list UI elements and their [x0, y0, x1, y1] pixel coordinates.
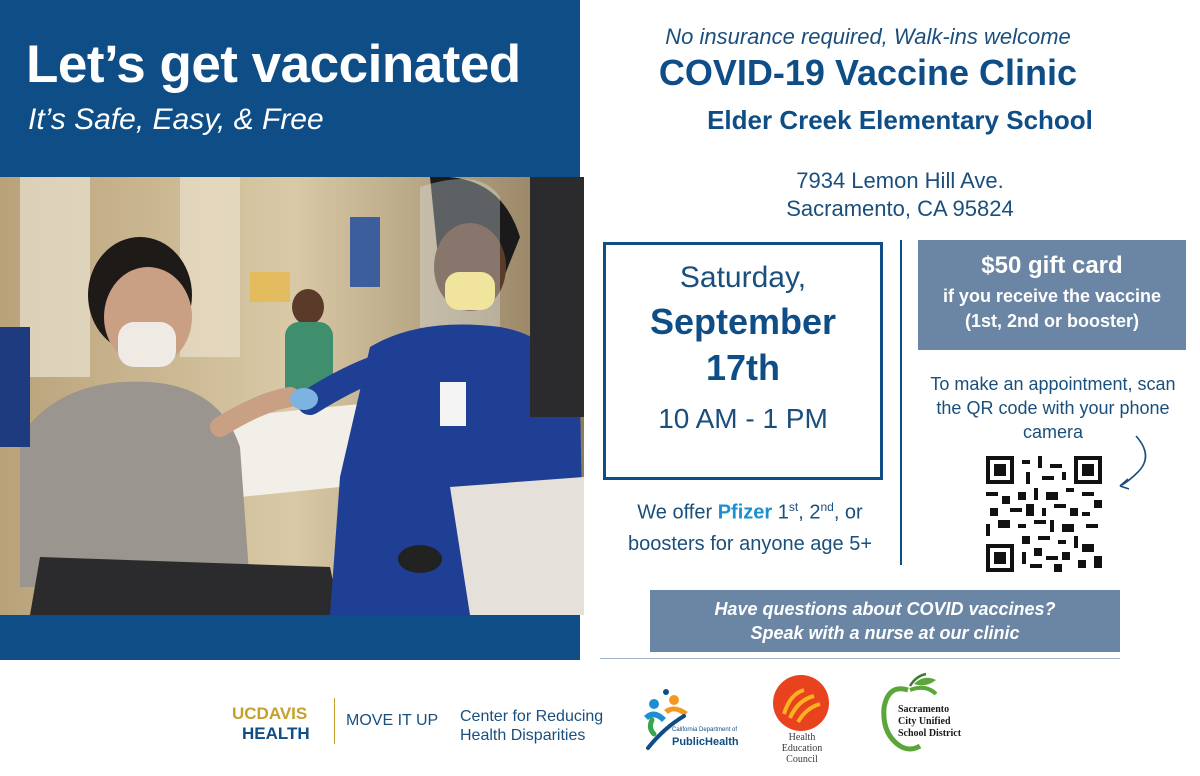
- event-month: September: [649, 301, 837, 342]
- hec-leaf-icon: [772, 674, 830, 732]
- event-day: Saturday,: [679, 261, 807, 294]
- hec-wordmark: [760, 732, 844, 765]
- hero-headline: Let’s get vaccinated: [26, 35, 521, 94]
- offer-second: , 2: [798, 501, 821, 524]
- footer-rule: [600, 658, 1120, 659]
- scusd-line-1: Sacramento: [898, 704, 950, 715]
- scusd-line-2: City Unified: [898, 716, 951, 727]
- hec-line-1: Health: [788, 732, 816, 743]
- school-name: Elder Creek Elementary School: [707, 105, 1093, 135]
- hec-line-3: Council: [786, 754, 818, 765]
- qr-code-icon[interactable]: [986, 456, 1102, 572]
- footer-separator: [334, 698, 335, 744]
- scusd-line-3: School District: [898, 728, 962, 739]
- event-time: 10 AM - 1 PM: [658, 403, 828, 434]
- questions-line-1: Have questions about COVID vaccines?: [714, 599, 1056, 619]
- vertical-divider: [900, 240, 902, 565]
- clinic-title: COVID-19 Vaccine Clinic: [658, 52, 1078, 93]
- curved-arrow-icon: [1108, 432, 1158, 492]
- cdph-name: PublicHealth: [672, 736, 739, 748]
- center-line-1: Center for Reducing: [460, 708, 604, 725]
- offer-first-sup: st: [788, 500, 799, 514]
- gift-card-box: [918, 240, 1186, 350]
- vaccine-offer: [615, 492, 885, 560]
- gift-card-line-1: if you receive the vaccine: [942, 286, 1162, 306]
- date-box: [603, 242, 883, 480]
- gift-card-line-2: (1st, 2nd or booster): [964, 311, 1139, 331]
- cdph-small-label: California Department of: [672, 727, 738, 733]
- hero-subheadline: It’s Safe, Easy, & Free: [28, 103, 324, 136]
- center-reducing-label: [460, 707, 603, 745]
- appointment-instructions: To make an appointment, scan the QR code with your phone camera: [930, 374, 1176, 442]
- offer-first: 1: [772, 501, 789, 524]
- questions-banner: [650, 590, 1120, 652]
- questions-line-2: Speak with a nurse at our clinic: [750, 623, 1020, 643]
- ucdavis-health-logo: [232, 704, 310, 744]
- offer-prefix: We offer: [637, 501, 718, 524]
- event-date: 17th: [705, 347, 781, 388]
- ucdavis-wordmark: UCDAVIS: [232, 704, 308, 723]
- offer-brand: Pfizer: [717, 501, 773, 524]
- vaccination-photo-illustration: [0, 177, 584, 615]
- move-it-up-label: MOVE IT UP: [346, 712, 439, 729]
- vaccination-photo: [0, 177, 584, 615]
- hec-line-2: Education: [781, 743, 823, 754]
- offer-suffix: , or boosters for anyone age 5+: [627, 501, 873, 555]
- clinic-address: [700, 167, 1100, 223]
- center-line-2: Health Disparities: [460, 727, 586, 744]
- hero-panel: [0, 0, 580, 660]
- gift-card-title: $50 gift card: [981, 252, 1123, 279]
- tagline: No insurance required, Walk-ins welcome: [665, 24, 1071, 49]
- address-line-1: 7934 Lemon Hill Ave.: [796, 168, 1004, 193]
- offer-second-sup: nd: [820, 500, 834, 514]
- scusd-wordmark: [898, 704, 961, 740]
- ucdavis-health-wordmark: HEALTH: [242, 724, 310, 743]
- address-line-2: Sacramento, CA 95824: [786, 196, 1014, 221]
